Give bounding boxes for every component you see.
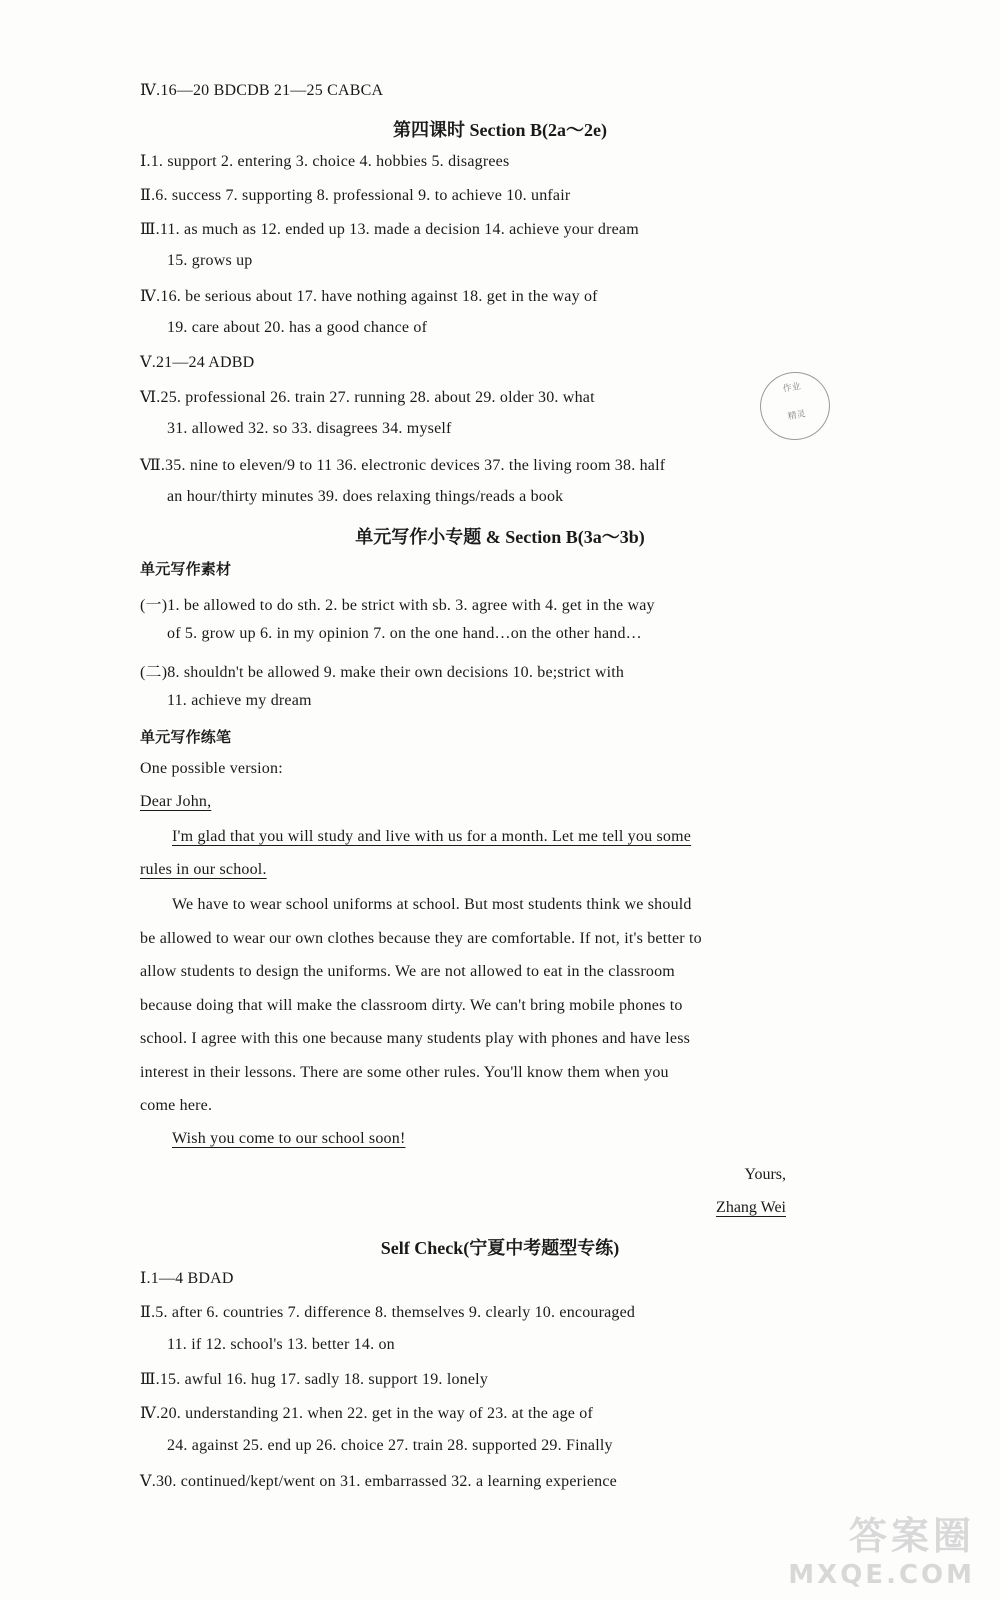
answer-line: Ⅱ.5. after 6. countries 7. difference 8. themselves 9. clearly 10. encouraged [140,1304,636,1321]
letter-paragraph-line: interest in their lessons. There are some other rules. You'll know them when you [140,1064,669,1081]
watermark-logo [788,1505,975,1590]
letter-closing: Yours, [744,1166,786,1183]
answer-line: Ⅴ.21—24 ADBD [140,354,255,371]
self-check-heading: Self Check(宁夏中考题型专练) [380,1238,620,1258]
letter-paragraph-line: come here. [140,1097,213,1114]
letter-closing-line: Wish you come to our school soon! [172,1130,406,1147]
letter-greeting: Dear John, [140,793,212,810]
answer-line: Ⅰ.1. support 2. entering 3. choice 4. hobbies 5. disagrees [140,153,510,170]
material-line: (一)1. be allowed to do sth. 2. be strict with sb. 3. agree with 4. get in the way [140,597,655,614]
practice-title: 单元写作练笔 [140,730,232,746]
answer-line: Ⅲ.11. as much as 12. ended up 13. made a decision 14. achieve your dream [140,221,639,238]
answer-line: Ⅶ.35. nine to eleven/9 to 11 36. electronic devices 37. the living room 38. half [140,457,666,474]
answer-line: Ⅳ.20. understanding 21. when 22. get in the way of 23. at the age of [140,1405,594,1422]
letter-signature: Zhang Wei [716,1199,786,1216]
answer-line: 19. care about 20. has a good chance of [167,319,428,336]
stamp-logo [755,366,836,445]
answer-line: Ⅵ.25. professional 26. train 27. running 28. about 29. older 30. what [140,389,595,406]
answer-line: Ⅱ.6. success 7. supporting 8. professional 9. to achieve 10. unfair [140,187,571,204]
material-line: 11. achieve my dream [167,692,312,709]
material-line: (二)8. shouldn't be allowed 9. make their own decisions 10. be;strict with [140,664,625,681]
letter-paragraph-line: I'm glad that you will study and live with us for a month. Let me tell you some [172,828,692,845]
letter-paragraph-line: because doing that will make the classroom dirty. We can't bring mobile phones to [140,997,683,1014]
answer-line: 24. against 25. end up 26. choice 27. train 28. supported 29. Finally [167,1437,613,1454]
letter-paragraph-line: rules in our school. [140,861,267,878]
section-b-heading: 第四课时 Section B(2a～2e) [393,120,607,140]
watermark-url: MXQE.COM [788,1560,975,1590]
answer-line: 31. allowed 32. so 33. disagrees 34. myself [167,420,452,437]
stamp-text-bottom: 精灵 [786,409,807,423]
material-title: 单元写作素材 [140,562,232,578]
letter-paragraph-line: allow students to design the uniforms. We are not allowed to eat in the classroom [140,963,675,980]
letter-paragraph-line: We have to wear school uniforms at school. But most students think we should [172,896,692,913]
stamp-text-top: 作业 [782,381,802,395]
letter-paragraph-line: be allowed to wear our own clothes because they are comfortable. If not, it's better to [140,930,702,947]
answer-line: Ⅳ.16. be serious about 17. have nothing against 18. get in the way of [140,288,598,305]
answer-line: Ⅲ.15. awful 16. hug 17. sadly 18. support 19. lonely [140,1371,489,1388]
version-label: One possible version: [140,760,283,777]
answer-line: 15. grows up [167,252,253,269]
answer-line-top: Ⅳ.16—20 BDCDB 21—25 CABCA [140,82,384,99]
watermark-text: 答案圈 [848,1514,975,1558]
answer-line: an hour/thirty minutes 39. does relaxing things/reads a book [167,488,564,505]
material-line: of 5. grow up 6. in my opinion 7. on the one hand…on the other hand… [167,625,642,642]
answer-line: Ⅰ.1—4 BDAD [140,1270,234,1287]
letter-paragraph-line: school. I agree with this one because many students play with phones and have less [140,1030,691,1047]
answer-line: 11. if 12. school's 13. better 14. on [167,1336,395,1353]
answer-line: Ⅴ.30. continued/kept/went on 31. embarrassed 32. a learning experience [140,1473,617,1490]
writing-heading: 单元写作小专题 & Section B(3a～3b) [355,527,645,547]
